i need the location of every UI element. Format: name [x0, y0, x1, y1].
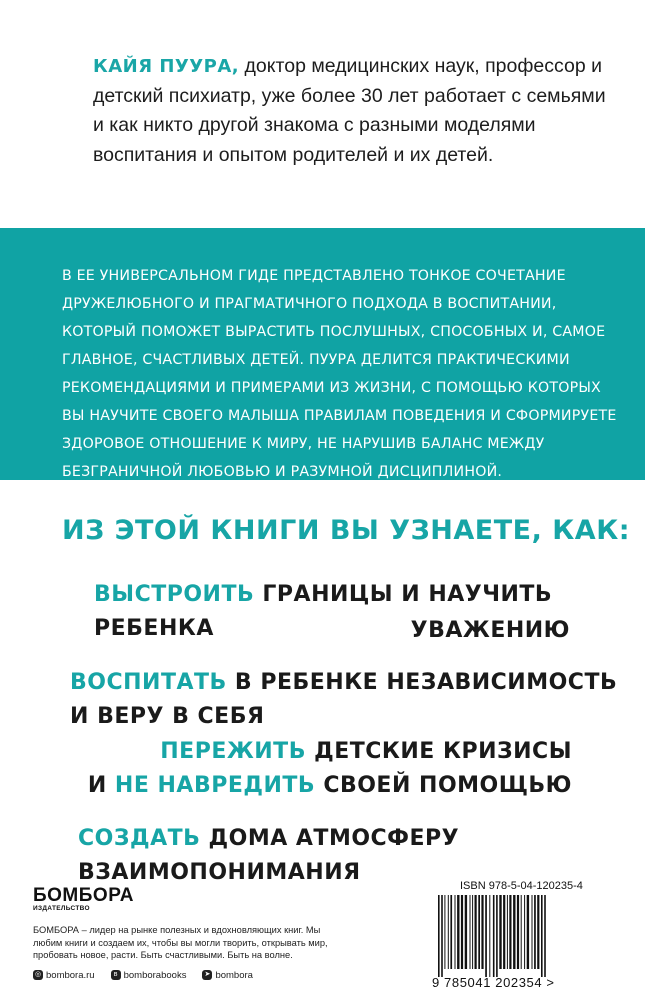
learn-item-3-line2-text: СВОЕЙ ПОМОЩЬЮ: [315, 773, 572, 798]
learn-item-4-accent: СОЗДАТЬ: [78, 826, 201, 851]
barcode-bar: [470, 895, 471, 969]
learn-item-1-line2: УВАЖЕНИЮ: [410, 618, 570, 643]
isbn-digits: 9 785041 202354 >: [432, 975, 555, 990]
barcode-bar: [455, 895, 456, 969]
barcode-bar: [534, 895, 536, 969]
telegram-icon: ➤: [202, 970, 212, 980]
barcode-bar: [496, 895, 498, 977]
barcode-bar: [493, 895, 495, 977]
publisher-socials: [33, 970, 323, 981]
social-instagram-label: bombora.ru: [46, 969, 95, 981]
author-bio: [93, 52, 613, 170]
book-description: В ЕЕ УНИВЕРСАЛЬНОМ ГИДЕ ПРЕДСТАВЛЕНО ТОНКОЕ СОЧЕТАНИЕ ДРУЖЕЛЮБНОГО И ПРАГМАТИЧНОГО ПОДХОДА В ВОСПИТАНИИ, КОТОРЫЙ ПОМОЖЕТ ВЫРАСТИТЬ ПОСЛУШНЫХ, СПОСОБНЫХ И, САМОЕ ГЛАВНОЕ, СЧАСТЛИВЫХ ДЕТЕЙ. ПУУРА ДЕЛИТСЯ ПРАКТИЧЕСКИМИ РЕКОМЕНДАЦИЯМИ И ПРИМЕРАМИ ИЗ ЖИЗНИ, С ПОМОЩЬЮ КОТОРЫХ ВЫ НАУЧИТЕ СВОЕГО МАЛЫША ПРАВИЛАМ ПОВЕДЕНИЯ И СФОРМИРУЕТЕ ЗДОРОВОЕ ОТНОШЕНИЕ К МИРУ, НЕ НАРУШИВ БАЛАНС МЕЖДУ БЕЗГРАНИЧНОЙ ЛЮБОВЬЮ И РАЗУМНОЙ ДИСЦИПЛИНОЙ.: [62, 268, 617, 480]
publisher-description: БОМБОРА – лидер на рынке полезных и вдохновляющих книг. Мы любим книги и создаем их, чтобы вы могли творить, открывать мир, пробовать новое, расти. Быть счастливыми. Быть на волне.: [33, 925, 328, 960]
learn-item-2-line2: И ВЕРУ В СЕБЯ: [70, 704, 265, 729]
barcode-bar: [457, 895, 459, 969]
learn-item-3-text: ДЕТСКИЕ КРИЗИСЫ: [305, 739, 572, 764]
barcode-bar: [481, 895, 483, 969]
barcode-bar: [475, 895, 477, 969]
barcode-bar: [532, 895, 533, 969]
barcode-bar: [509, 895, 511, 969]
barcode-bar: [507, 895, 508, 969]
isbn-block: [430, 880, 620, 990]
learn-item-3-pre2: И: [87, 773, 115, 798]
author-bio-text: доктор медицинских наук, профессор и детский психиатр, уже более 30 лет работает с семьями и как никто другой знакома с разными моделями воспитания и опытом родителей и их детей.: [93, 55, 606, 166]
barcode-bar: [503, 895, 505, 969]
barcode-bar: [537, 895, 539, 969]
barcode-bar: [465, 895, 467, 969]
social-vk[interactable]: [111, 970, 187, 981]
barcode-bar: [444, 895, 445, 969]
learn-item-3: [160, 735, 572, 769]
learn-item-2: [70, 666, 617, 700]
publisher-block: [33, 885, 328, 981]
barcode-bar: [478, 895, 480, 969]
publisher-logo: БОМБОРА: [33, 885, 134, 906]
learn-item-1-accent: ВЫСТРОИТЬ: [94, 582, 255, 607]
isbn-text: ISBN 978-5-04-120235-4: [460, 880, 583, 892]
learn-item-3-accent2: НЕ НАВРЕДИТЬ: [114, 773, 316, 798]
learn-item-3-line2: [88, 769, 572, 803]
barcode-bar: [450, 895, 452, 969]
social-vk-label: bomborabooks: [123, 969, 187, 981]
barcode-bar: [438, 895, 440, 977]
barcode-bar: [499, 895, 501, 969]
barcode: [430, 895, 616, 977]
publisher-logo-sub: ИЗДАТЕЛЬСТВО: [33, 905, 90, 912]
learn-item-3-accent: ПЕРЕЖИТЬ: [160, 739, 306, 764]
barcode-bar: [513, 895, 515, 969]
barcode-bar: [544, 895, 546, 977]
barcode-bar: [524, 895, 525, 969]
learn-item-1-text: ГРАНИЦЫ И НАУЧИТЬ РЕБЕНКА: [94, 582, 553, 641]
learn-item-2-text: В РЕБЕНКЕ НЕЗАВИСИМОСТЬ: [226, 670, 618, 695]
barcode-bar: [472, 895, 473, 969]
social-telegram[interactable]: [202, 970, 253, 981]
learn-item-2-accent: ВОСПИТАТЬ: [70, 670, 227, 695]
vk-icon: в: [111, 970, 121, 980]
instagram-icon: ◎: [34, 971, 42, 978]
learn-item-4-text: ДОМА АТМОСФЕРУ ВЗАИМОПОНИМАНИЯ: [78, 826, 460, 885]
barcode-bar: [517, 895, 519, 969]
learn-heading: ИЗ ЭТОЙ КНИГИ ВЫ УЗНАЕТЕ, КАК:: [62, 515, 631, 546]
barcode-bar: [489, 895, 490, 977]
barcode-bar: [448, 895, 449, 969]
social-telegram-label: bombora: [215, 969, 253, 981]
barcode-bar: [541, 895, 543, 977]
author-name: КАЙЯ ПУУРА,: [93, 56, 240, 77]
barcode-bar: [461, 895, 463, 969]
barcode-bar: [485, 895, 487, 977]
barcode-bar: [527, 895, 529, 969]
social-instagram[interactable]: [33, 970, 95, 981]
barcode-bar: [441, 895, 443, 977]
barcode-bar: [521, 895, 522, 969]
